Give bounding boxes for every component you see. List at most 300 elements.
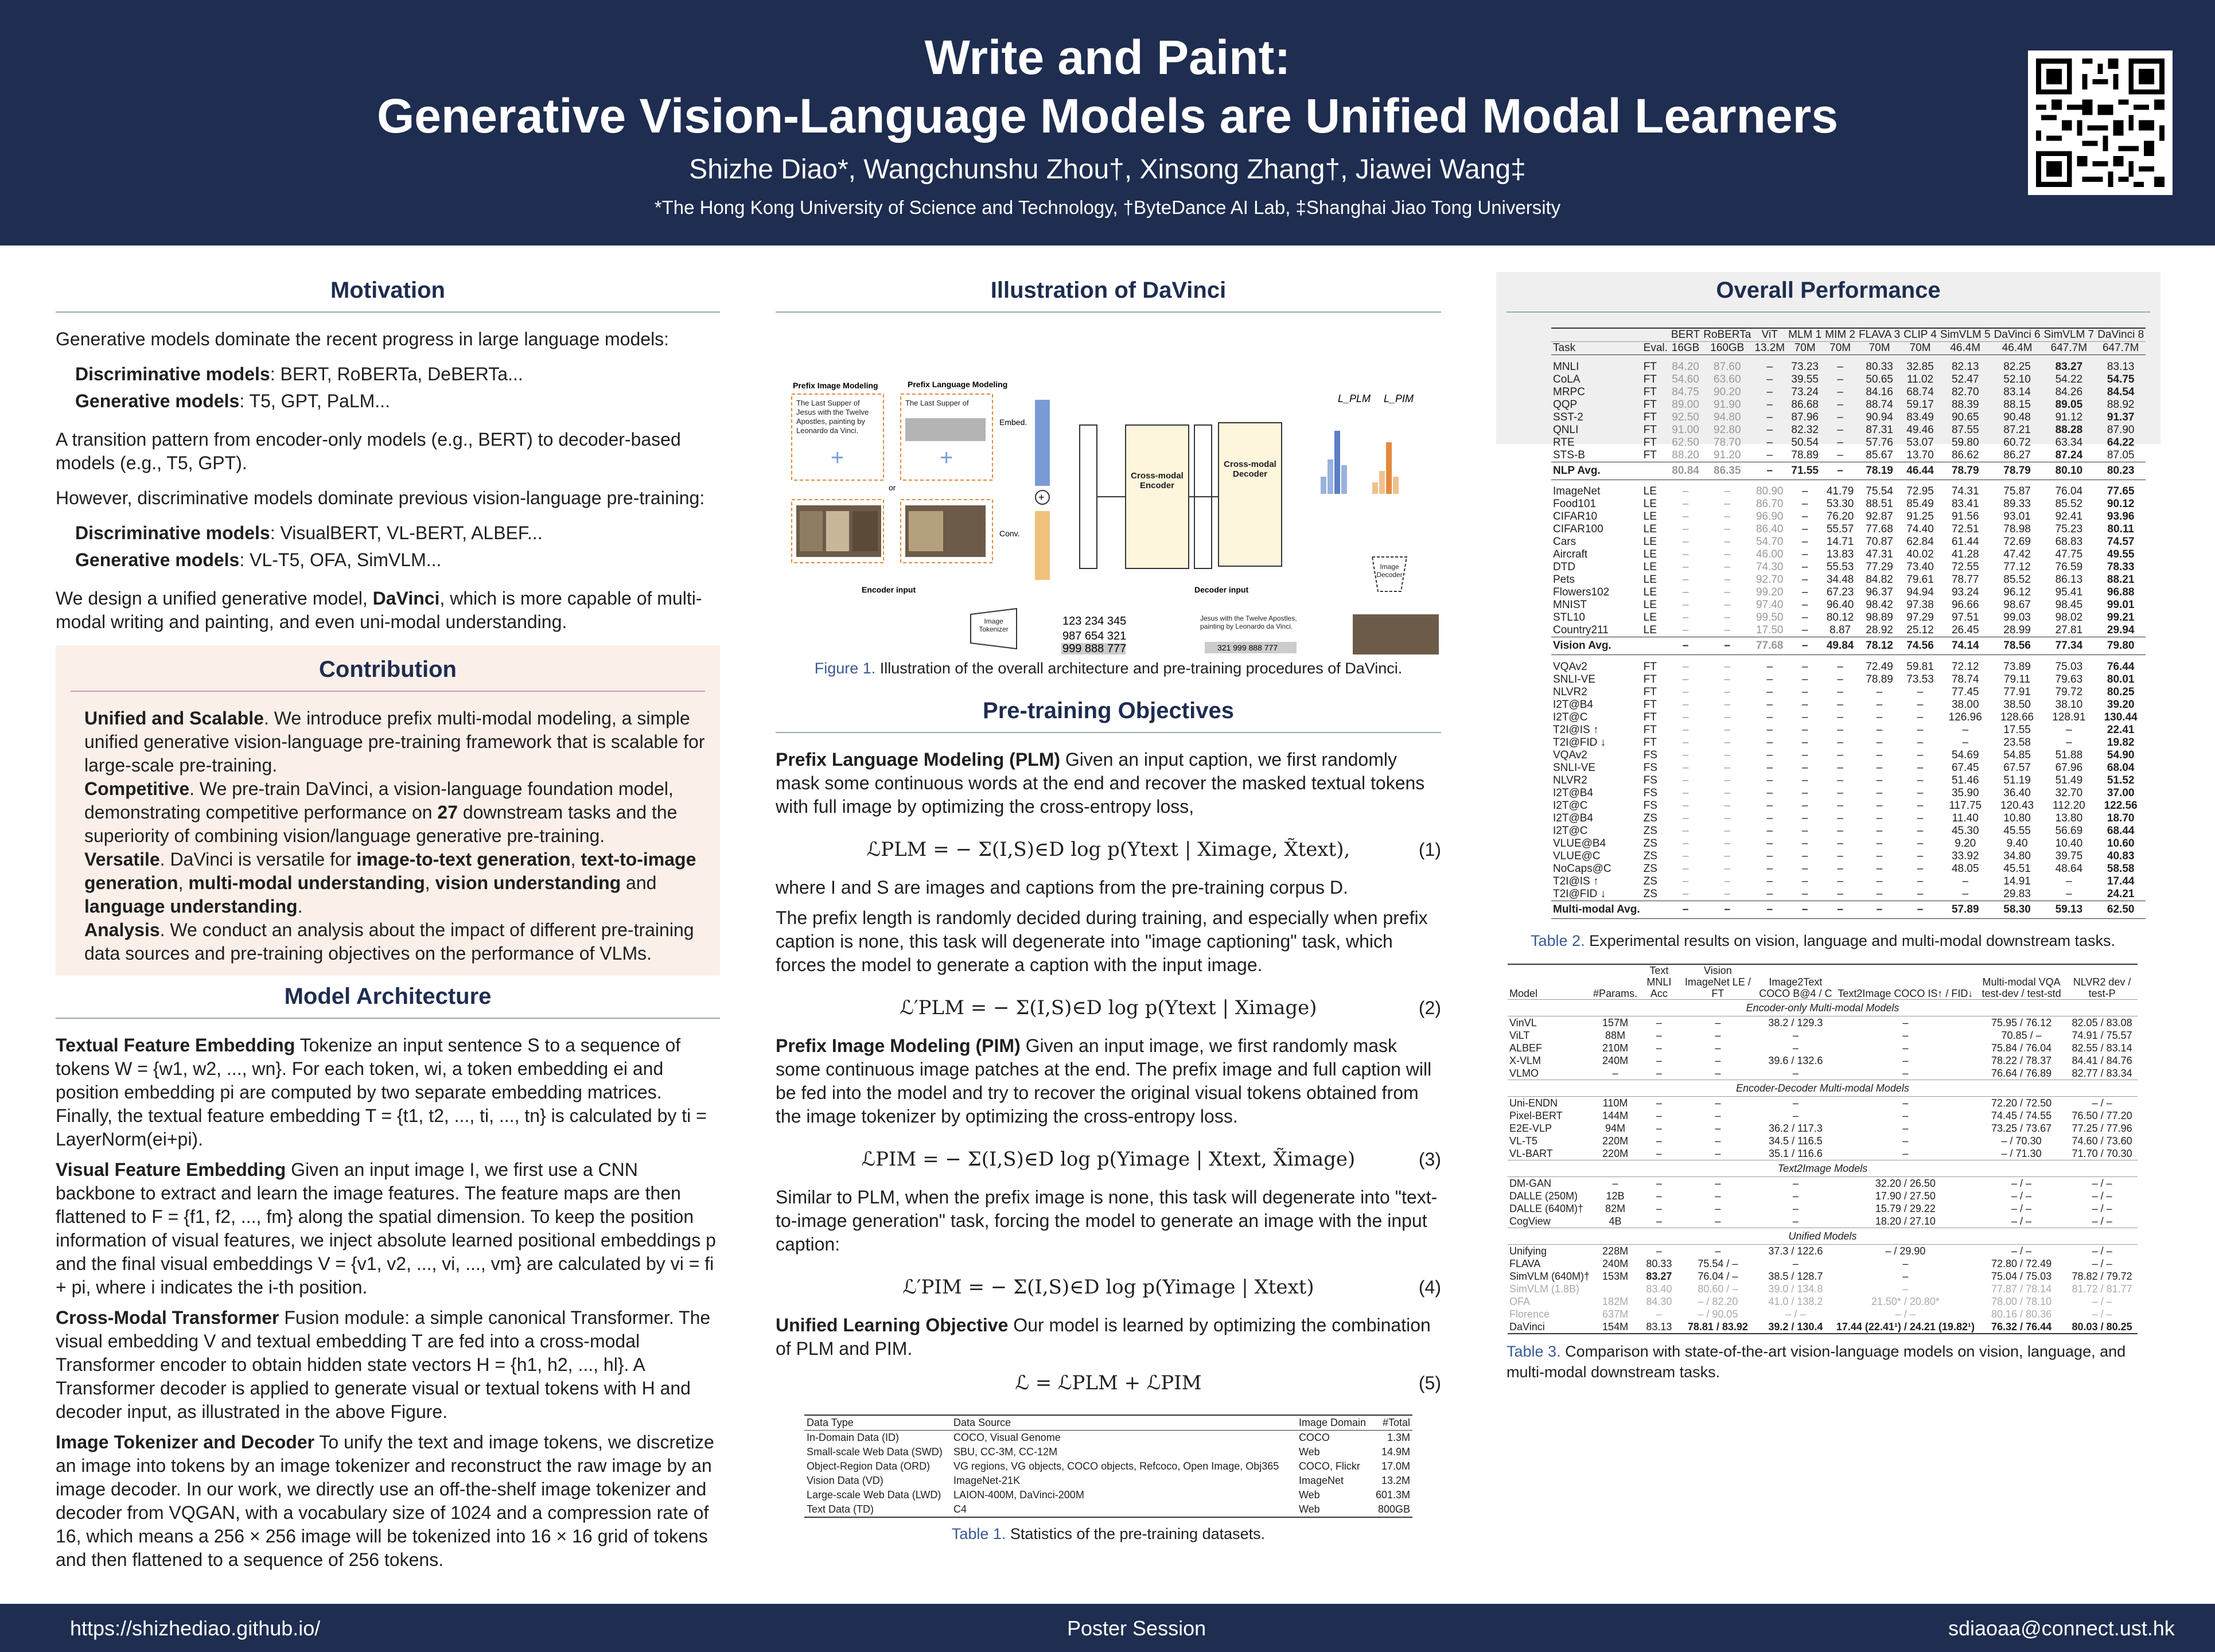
table-cell: Unifying	[1509, 1245, 1547, 1257]
table-cell: LE	[1643, 498, 1657, 510]
table-cell: –	[1917, 812, 1924, 824]
table-cell: Aircraft	[1553, 548, 1588, 560]
table-cell: 95.41	[2055, 586, 2083, 598]
table-cell: DM-GAN	[1509, 1177, 1551, 1189]
table-cell: –	[1837, 837, 1843, 850]
table-cell: –	[1682, 736, 1689, 749]
table-cell: 77.68	[1753, 637, 1786, 655]
table-cell: COCO, Flickr	[1298, 1460, 1360, 1472]
equation-1	[776, 823, 1441, 876]
table-cell: 88.74	[1866, 398, 1893, 411]
table-cell: 601.3M	[1375, 1489, 1410, 1501]
table-cell: –	[1801, 850, 1808, 862]
table-cell: FT	[1643, 398, 1657, 411]
table-cell: Vision Avg.	[1551, 637, 1642, 655]
table1-header: #Total	[1382, 1417, 1410, 1428]
table-cell: 80.60 / –	[1698, 1283, 1738, 1295]
table-cell: –	[1902, 1283, 1909, 1295]
table-row	[1551, 812, 2146, 825]
table-cell	[1591, 1283, 1639, 1295]
table-cell: 240M	[1602, 1054, 1629, 1066]
table-cell: –	[1801, 511, 1808, 523]
table-cell: 89.00	[1672, 398, 1699, 411]
motivation-list1	[56, 363, 720, 413]
table-cell: –	[1682, 774, 1689, 786]
table-cell: 21.50* / 20.80*	[1871, 1295, 1940, 1307]
table-row	[1508, 1135, 2138, 1147]
table-row	[1508, 1067, 2138, 1080]
table-cell: MNLI	[1553, 360, 1579, 373]
table-cell: –	[1792, 1097, 1799, 1109]
table-row	[1551, 837, 2146, 850]
c3g: ,	[425, 872, 435, 893]
table-cell: ImageNet-21K	[953, 1475, 1021, 1486]
table-cell: –	[1724, 574, 1731, 586]
table-row	[1551, 624, 2146, 637]
table-cell: –	[1876, 723, 1883, 736]
table3-caption	[1496, 1341, 2160, 1382]
svg-text:+: +	[1038, 492, 1045, 503]
table-cell: Vision Data (VD)	[807, 1475, 883, 1486]
table-cell: 82.32	[1791, 423, 1819, 436]
table-cell: 8.87	[1829, 624, 1851, 636]
table-cell: 126.96	[1948, 711, 1982, 723]
table-cell: –	[1715, 1202, 1721, 1214]
table-row	[1508, 1080, 2138, 1096]
table-cell: 87.60	[1714, 360, 1741, 373]
eq1-number: (1)	[1418, 839, 1441, 860]
table-cell: 88.21	[2107, 574, 2135, 586]
table-cell: 96.37	[1866, 586, 1893, 598]
c3j: language understanding	[84, 896, 298, 917]
table-cell: –	[1682, 786, 1689, 799]
table-cell: 74.14	[1938, 637, 1992, 655]
table-cell: –	[1801, 812, 1808, 824]
table-cell: 62.50	[2096, 901, 2146, 918]
table-cell: 82.55 / 83.14	[2072, 1042, 2132, 1054]
loss-pim: L_PIM	[1384, 393, 1414, 404]
equation-3	[776, 1133, 1441, 1186]
table-cell: –	[1766, 360, 1773, 373]
output-histogram	[1321, 431, 1399, 494]
table-cell: 75.23	[2055, 523, 2083, 535]
table-cell: –	[1702, 901, 1753, 918]
figure1-text: Illustration of the overall architecture and pre-training procedures of DaVinci.	[879, 660, 1403, 677]
table-cell: 80.01	[2107, 673, 2135, 685]
table-cell: –	[1902, 1029, 1909, 1041]
table-cell: 86.70	[1755, 498, 1784, 510]
table-cell: 72.51	[1951, 523, 1979, 535]
table-row	[1508, 1202, 2138, 1215]
homepage-link[interactable]: https://shizhediao.github.io/	[70, 1616, 321, 1640]
table-cell: –	[1682, 837, 1689, 850]
table-cell: 13.83	[1826, 548, 1854, 560]
table-cell: –	[2066, 736, 2072, 749]
table1-header: Image Domain	[1298, 1417, 1366, 1428]
table-cell: 93.96	[2107, 511, 2135, 523]
table-cell: –	[1656, 1109, 1662, 1121]
table-cell: OFA	[1509, 1295, 1531, 1307]
table-cell: 19.82	[2107, 736, 2135, 749]
table3-label: Table 3.	[1506, 1342, 1561, 1360]
table-cell: FS	[1643, 774, 1657, 786]
table-cell: 70M	[1829, 342, 1851, 354]
table-cell: –	[1917, 862, 1924, 875]
table-cell: –	[1837, 850, 1843, 862]
table-cell: –	[1682, 698, 1689, 711]
table-cell: 74.60 / 73.60	[2072, 1135, 2132, 1147]
table-cell: 79.11	[2003, 673, 2031, 685]
table-row	[1551, 699, 2146, 711]
poster-title-line1: Write and Paint:	[924, 30, 1291, 84]
table-cell: –	[1766, 711, 1773, 723]
table-cell: –	[1656, 1190, 1662, 1202]
eq5-number: (5)	[1418, 1373, 1441, 1393]
table-cell: –	[1902, 1109, 1909, 1121]
table-row	[1508, 1147, 2138, 1160]
column-left	[56, 278, 720, 1579]
table-cell: 91.00	[1672, 423, 1699, 436]
table-cell: 87.96	[1791, 411, 1819, 423]
plm-heading: Prefix Language Modeling (PLM)	[776, 749, 1061, 770]
table-cell: 77.45	[1951, 685, 1979, 698]
table-cell: –	[1792, 1190, 1799, 1202]
table-cell: –	[1917, 875, 1924, 887]
c3a: . DaVinci is versatile for	[159, 849, 357, 870]
table-cell: 54.90	[2107, 749, 2135, 761]
table-cell: –	[1715, 1215, 1721, 1227]
table-row	[1551, 863, 2146, 875]
table-cell: 73.23	[1791, 360, 1819, 373]
table-cell: 72.95	[1906, 485, 1934, 497]
table-cell: 23.58	[2003, 736, 2031, 749]
table-cell: –	[1715, 1122, 1721, 1134]
table-cell: 99.20	[1755, 586, 1784, 598]
table-cell: –	[1837, 774, 1843, 786]
table-cell: ViT	[1761, 329, 1778, 341]
table-cell: 70M	[1909, 342, 1931, 354]
table-cell: 68.44	[2107, 824, 2135, 837]
table-cell: FS	[1643, 786, 1657, 799]
table-cell: –	[1753, 901, 1786, 918]
table-cell: Web	[1298, 1446, 1320, 1458]
table-cell: 50.65	[1866, 373, 1893, 385]
table-cell: CoLA	[1553, 373, 1581, 385]
table-cell: –	[1801, 723, 1808, 736]
table-cell: VLMO	[1509, 1067, 1539, 1079]
table-cell: –	[1682, 799, 1689, 812]
table-row	[1551, 386, 2146, 399]
table-cell: 45.55	[2003, 824, 2031, 837]
table-cell: QQP	[1553, 398, 1578, 411]
plus-icon: +	[831, 445, 844, 470]
figure1-label: Figure 1.	[814, 660, 876, 677]
table-cell: –	[1902, 1122, 1909, 1134]
table-cell: 144M	[1602, 1109, 1629, 1121]
table-cell: –	[1682, 485, 1689, 497]
svg-text:+: +	[940, 445, 953, 470]
table-cell: –	[1801, 498, 1808, 510]
table-cell: 46.4M	[1950, 342, 1981, 354]
table-cell: CLIP 4	[1903, 329, 1937, 341]
table-cell: –	[1902, 1097, 1909, 1109]
table-cell: 78.79	[1992, 462, 2042, 480]
table-row	[1551, 737, 2146, 749]
table-cell: 51.88	[2055, 749, 2083, 761]
table-cell: –	[1876, 862, 1883, 875]
table-cell: 78.00 / 78.10	[1991, 1295, 2052, 1307]
table-row	[1551, 599, 2146, 611]
table-cell: –	[1876, 685, 1883, 698]
c3i: and	[621, 872, 657, 893]
table-cell: Text Data (TD)	[807, 1503, 874, 1515]
table-cell: 50.54	[1791, 436, 1819, 449]
table3-text: Comparison with state-of-the-art vision-language models on vision, language, and multi-modal downstream tasks.	[1506, 1342, 2126, 1381]
table-cell: –	[1724, 824, 1731, 837]
qr-code-icon	[2036, 59, 2165, 187]
table-cell: 96.88	[2107, 586, 2135, 598]
c3b: image-to-text generation	[356, 849, 571, 870]
table-cell: 35.1 / 116.6	[1769, 1147, 1823, 1159]
table-cell: FT	[1643, 360, 1657, 373]
table-cell: –	[1656, 1042, 1662, 1054]
table-cell: 128.66	[2000, 711, 2034, 723]
table-cell: –	[1837, 698, 1843, 711]
table-cell: 83.27	[2055, 360, 2083, 373]
table-cell: LE	[1643, 574, 1657, 586]
table-cell: 46.4M	[2002, 342, 2033, 354]
c2-label: Competitive	[84, 778, 190, 799]
decoder-label: Cross-modal Decoder	[1224, 459, 1276, 479]
table-cell: –	[1766, 824, 1773, 837]
c3e: ,	[178, 872, 189, 893]
table-cell: – / –	[2092, 1257, 2112, 1269]
table-cell: LE	[1643, 561, 1657, 573]
table-cell: FT	[1643, 698, 1657, 711]
table-cell: –	[1801, 875, 1808, 887]
table-cell: 64.22	[2107, 436, 2135, 449]
table-row	[1551, 673, 2146, 686]
table-cell: 51.52	[2107, 774, 2135, 786]
table-cell: Country211	[1553, 624, 1609, 636]
table-cell: –	[1917, 786, 1924, 799]
table-cell: –	[1876, 887, 1883, 900]
table-cell: –	[1786, 901, 1823, 918]
table-cell: 58.58	[2107, 862, 2135, 875]
table-cell: –	[1823, 901, 1857, 918]
table-cell: 80.11	[2107, 523, 2134, 535]
table-cell: –	[1682, 574, 1689, 586]
contribution-box	[56, 645, 720, 976]
table-cell: Florence	[1509, 1308, 1550, 1320]
table-cell: – / –	[2011, 1215, 2032, 1227]
table-cell: –	[1724, 875, 1731, 887]
table-cell: –	[1724, 599, 1731, 611]
plm-label: Prefix Language Modeling	[908, 380, 1008, 389]
table-cell: –	[1837, 411, 1843, 423]
table-cell: 78.56	[1992, 637, 2042, 655]
table-cell: 49.46	[1906, 423, 1934, 436]
table-cell: –	[1801, 749, 1808, 761]
table-cell: 91.37	[2107, 411, 2135, 423]
table-cell: 88.20	[1672, 449, 1699, 461]
table-cell: MLM 1	[1788, 329, 1822, 341]
table-cell: –	[1612, 1067, 1618, 1079]
s4-text: To unify the text and image tokens, we discretize an image into tokens by an image tokenizer and reconstruct the raw image by an image decoder. In our work, we directly use an off-the-shelf image tokenizer and decoder from VQGAN, with a vocabulary size of 1024 and a compression rate of 16, which means a 256 × 256 image will be tokenized into 16 × 16 grid of tokens and then flattened to a sequence of 256 tokens.	[56, 1432, 714, 1570]
table-cell: –	[1902, 1135, 1909, 1147]
table-cell: –	[1792, 1177, 1799, 1189]
table-cell	[1642, 462, 1669, 480]
table-cell: 96.40	[1826, 599, 1854, 611]
eq4-number: (4)	[1418, 1277, 1441, 1298]
table-cell: –	[1917, 887, 1924, 900]
table-cell: –	[1837, 385, 1843, 398]
table-cell: COCO	[1298, 1432, 1330, 1443]
table-cell: –	[1837, 786, 1843, 799]
table-cell: VinVL	[1509, 1016, 1537, 1028]
table-cell: –	[1801, 837, 1808, 850]
table-row	[1508, 1160, 2138, 1176]
table-cell: 59.81	[1906, 660, 1934, 673]
table-cell: –	[1837, 799, 1843, 812]
table-cell: 26.45	[1951, 624, 1979, 636]
table-cell: –	[1876, 736, 1883, 749]
table-cell: 67.23	[1826, 586, 1854, 598]
table-cell: Web	[1298, 1489, 1320, 1501]
table-cell: –	[1656, 1016, 1662, 1028]
or-label: or	[889, 483, 896, 492]
table-cell: –	[1724, 850, 1731, 862]
table-cell: –	[2066, 723, 2072, 736]
c4-text: . We conduct an analysis about the impact of different pre-training data sources and pre-training objectives on the performance of VLMs.	[84, 919, 694, 964]
table-row	[1551, 686, 2146, 699]
table-cell: E2E-VLP	[1509, 1122, 1552, 1134]
table-cell: 74.30	[1755, 561, 1784, 573]
table-cell: –	[1766, 736, 1773, 749]
table-cell: –	[1656, 1135, 1662, 1147]
table-cell: –	[1724, 498, 1731, 510]
table-cell: 53.30	[1826, 498, 1854, 510]
table-cell: 76.04 / –	[1698, 1270, 1738, 1282]
table-cell: –	[1837, 660, 1843, 673]
table-cell: SimVLM (640M)†	[1509, 1270, 1590, 1282]
table-cell: 77.34	[2042, 637, 2096, 655]
table-cell: ImageNet	[1553, 485, 1601, 497]
table-cell: 92.41	[2055, 511, 2083, 523]
table-cell: I2T@C	[1553, 799, 1588, 812]
table-row	[1508, 1054, 2138, 1067]
table-cell: –	[1766, 685, 1773, 698]
table-cell: – / 71.30	[2001, 1147, 2042, 1159]
table-cell: –	[1766, 436, 1773, 449]
table-cell: FT	[1643, 711, 1657, 723]
list-text: : T5, GPT, PaLM...	[239, 391, 390, 411]
table-cell: –	[1656, 1215, 1662, 1227]
email-link[interactable]: sdiaoaa@connect.ust.hk	[1948, 1616, 2175, 1640]
table-cell: NLVR2	[1553, 774, 1587, 786]
table-cell: –	[1724, 812, 1731, 824]
table-cell: –	[1656, 1245, 1662, 1257]
table-cell: –	[1724, 736, 1731, 749]
table-cell: 18.70	[2107, 812, 2135, 824]
table-cell: 10.40	[2055, 837, 2083, 850]
table-cell: –	[1656, 1067, 1662, 1079]
table-cell: 75.03	[2055, 660, 2083, 673]
table-cell: 17.0M	[1381, 1460, 1410, 1472]
table-cell: –	[1766, 761, 1773, 774]
table-cell: –	[1837, 711, 1843, 723]
table-cell: Eval.	[1643, 342, 1668, 354]
table-row	[1551, 724, 2146, 737]
objectives-heading: Pre-training Objectives	[776, 698, 1441, 733]
table-cell: 70.85 / –	[2001, 1029, 2042, 1041]
table-cell: 91.12	[2055, 411, 2083, 423]
table-cell: FS	[1643, 799, 1657, 812]
table-cell: –	[1682, 875, 1689, 887]
table-cell: 70M	[1868, 342, 1890, 354]
table-cell: 25.12	[1906, 624, 1934, 636]
table-cell: –	[1837, 862, 1843, 875]
table-cell: 70.87	[1866, 536, 1893, 548]
table-cell: –	[1682, 749, 1689, 761]
table-cell: 76.59	[2055, 561, 2083, 573]
table-cell: 90.65	[1951, 411, 1979, 423]
table-cell: –	[1715, 1097, 1721, 1109]
architecture-heading: Model Architecture	[56, 984, 720, 1019]
table-cell: –	[1724, 711, 1731, 723]
table-cell: –	[1917, 850, 1924, 862]
table-cell: –	[1724, 837, 1731, 850]
table-cell: –	[1682, 824, 1689, 837]
s2-text: Given an input image I, we first use a CNN backbone to extract and learn the image features. The feature maps are then flattened to F = {f1, f2, ..., fm} along the spatial dimension. To keep the position information of visual features, we inject absolute learned positional embeddings p and the final visual embeddings V = {v1, v2, ..., vi, ..., vm} are calculated by vi = fi + pi, where i indicates the i-th position.	[56, 1159, 716, 1298]
table-cell: 74.91 / 75.57	[2072, 1029, 2132, 1041]
table-cell: –	[1724, 698, 1731, 711]
c3k: .	[297, 896, 303, 917]
table-row	[1551, 328, 2146, 342]
table-cell: –	[1682, 611, 1689, 624]
table-row	[1551, 875, 2146, 888]
qr-code[interactable]	[2028, 50, 2173, 195]
table-cell: –	[1682, 498, 1689, 510]
list-label: Discriminative models	[75, 523, 270, 543]
table-cell: 49.55	[2107, 548, 2135, 560]
table-cell: 80.33	[1646, 1257, 1672, 1269]
table-cell: –	[1876, 786, 1883, 799]
table-cell: –	[1837, 723, 1843, 736]
table-cell: STS-B	[1553, 449, 1585, 461]
table-cell: 86.27	[2003, 449, 2031, 461]
table-cell: 94.94	[1906, 586, 1934, 598]
table-cell: 97.29	[1906, 611, 1934, 624]
decoder-text: Jesus with the Twelve Apostles, painting by Leonardo da Vinci.	[1200, 614, 1297, 630]
table-cell: –	[1766, 837, 1773, 850]
table-row	[1551, 498, 2146, 511]
table-cell: T2I@IS ↑	[1553, 723, 1599, 736]
table-cell: 84.20	[1672, 360, 1699, 373]
table-cell: –	[1801, 624, 1808, 636]
table-cell: RoBERTa	[1703, 329, 1751, 341]
table-row	[1508, 1122, 2138, 1135]
table-cell: –	[1682, 812, 1689, 824]
table-cell: 74.31	[1951, 485, 1979, 497]
conv-label: Conv.	[999, 529, 1020, 538]
table-row	[1508, 1096, 2138, 1109]
table-cell: 76.04	[2055, 485, 2083, 497]
table-cell: 77.29	[1866, 561, 1893, 573]
table-cell: 32.70	[2055, 786, 2083, 799]
table-cell: –	[1837, 685, 1843, 698]
table-cell: 79.72	[2055, 685, 2083, 698]
